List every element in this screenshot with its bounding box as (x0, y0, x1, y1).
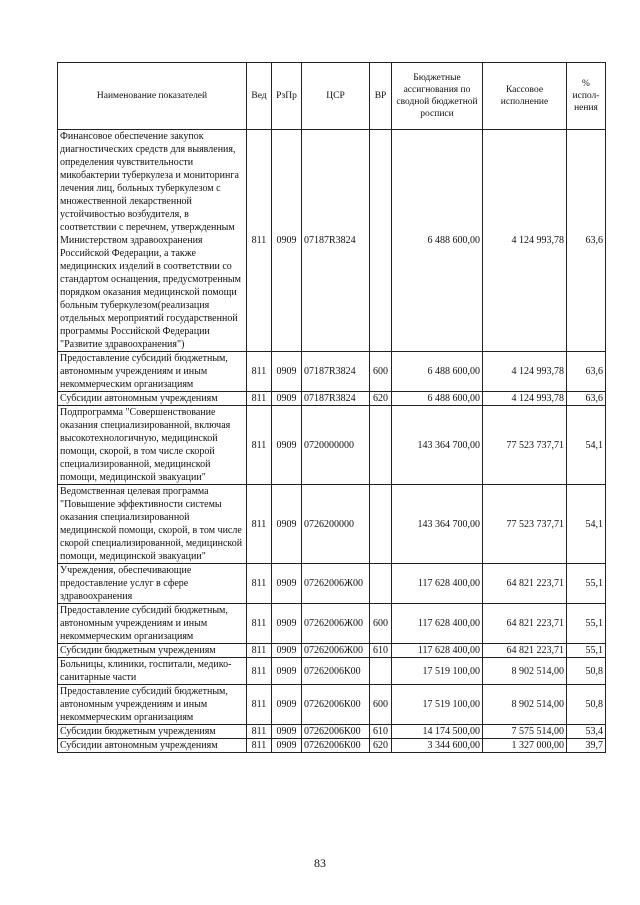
row-ved: 811 (247, 485, 272, 564)
budget-table (57, 62, 606, 753)
row-budget: 3 344 600,00 (392, 739, 483, 753)
header-csr: ЦСР (302, 63, 370, 130)
row-rzpr: 0909 (272, 685, 302, 725)
row-ved: 811 (247, 564, 272, 604)
table-row (58, 392, 606, 406)
row-ved: 811 (247, 658, 272, 685)
row-budget: 143 364 700,00 (392, 406, 483, 485)
row-rzpr: 0909 (272, 604, 302, 644)
row-csr: 07262006К00 (302, 658, 370, 685)
header-cash: Кассовое исполнение (483, 63, 567, 130)
row-csr: 07262006К00 (302, 725, 370, 739)
row-rzpr: 0909 (272, 725, 302, 739)
row-name: Больницы, клиники, госпитали, медико-санитарные части (58, 658, 247, 685)
row-budget: 6 488 600,00 (392, 392, 483, 406)
table-row (58, 658, 606, 685)
row-csr: 07262006Ж00 (302, 644, 370, 658)
row-csr: 07187R3824 (302, 130, 370, 352)
row-vr (370, 658, 392, 685)
table-header-row (58, 63, 606, 130)
row-rzpr: 0909 (272, 406, 302, 485)
row-cash: 7 575 514,00 (483, 725, 567, 739)
table-row (58, 685, 606, 725)
row-budget: 117 628 400,00 (392, 564, 483, 604)
row-vr (370, 485, 392, 564)
table-row (58, 406, 606, 485)
table-row (58, 352, 606, 392)
row-name: Субсидии бюджетным учреждениям (58, 644, 247, 658)
row-percent: 39,7 (567, 739, 606, 753)
row-budget: 117 628 400,00 (392, 644, 483, 658)
row-name: Субсидии бюджетным учреждениям (58, 725, 247, 739)
row-budget: 143 364 700,00 (392, 485, 483, 564)
row-percent: 50,8 (567, 685, 606, 725)
row-name: Предоставление субсидий бюджетным, автономным учреждениям и иным некоммерческим организациям (58, 604, 247, 644)
row-vr: 620 (370, 739, 392, 753)
row-name: Ведомственная целевая программа "Повышение эффективности системы оказания специализированной медицинской помощи, скорой, в том числе скорой специализированной, медицинской помощи, медицинской эвакуации" (58, 485, 247, 564)
row-name: Предоставление субсидий бюджетным, автономным учреждениям и иным некоммерческим организациям (58, 352, 247, 392)
row-percent: 54,1 (567, 485, 606, 564)
row-ved: 811 (247, 725, 272, 739)
row-vr: 620 (370, 392, 392, 406)
row-percent: 54,1 (567, 406, 606, 485)
row-budget: 17 519 100,00 (392, 658, 483, 685)
row-rzpr: 0909 (272, 392, 302, 406)
row-budget: 6 488 600,00 (392, 352, 483, 392)
row-ved: 811 (247, 685, 272, 725)
row-ved: 811 (247, 406, 272, 485)
row-cash: 64 821 223,71 (483, 564, 567, 604)
row-vr: 610 (370, 725, 392, 739)
row-vr: 610 (370, 644, 392, 658)
header-name: Наименование показателей (58, 63, 247, 130)
row-cash: 4 124 993,78 (483, 352, 567, 392)
row-percent: 63,6 (567, 352, 606, 392)
table-row (58, 604, 606, 644)
row-percent: 50,8 (567, 658, 606, 685)
row-rzpr: 0909 (272, 564, 302, 604)
row-csr: 07187R3824 (302, 352, 370, 392)
row-cash: 4 124 993,78 (483, 392, 567, 406)
row-budget: 14 174 500,00 (392, 725, 483, 739)
row-cash: 64 821 223,71 (483, 604, 567, 644)
table-row (58, 130, 606, 352)
row-vr: 600 (370, 604, 392, 644)
row-csr: 07187R3824 (302, 392, 370, 406)
row-ved: 811 (247, 644, 272, 658)
row-vr (370, 130, 392, 352)
row-ved: 811 (247, 392, 272, 406)
row-csr: 07262006Ж00 (302, 564, 370, 604)
row-percent: 55,1 (567, 564, 606, 604)
row-cash: 1 327 000,00 (483, 739, 567, 753)
row-rzpr: 0909 (272, 130, 302, 352)
row-name: Финансовое обеспечение закупок диагностических средств для выявления, определения чувствительности микобактерии туберкулеза и мониторинга лечения лиц, больных туберкулезом с множественной лекарственной устойчивостью возбудителя, в соответствии с перечнем, утвержденным Министерством здравоохранения Российской Федерации, а также медицинских изделий в соответствии со стандартом оснащения, предусмотренным порядком оказания медицинской помощи больным туберкулезом(реализация отдельных мероприятий государственной программы Российской Федерации "Развитие здравоохранения") (58, 130, 247, 352)
row-rzpr: 0909 (272, 644, 302, 658)
row-cash: 64 821 223,71 (483, 644, 567, 658)
row-cash: 8 902 514,00 (483, 658, 567, 685)
row-cash: 77 523 737,71 (483, 485, 567, 564)
budget-report-sheet (57, 62, 605, 753)
table-row (58, 725, 606, 739)
row-budget: 117 628 400,00 (392, 604, 483, 644)
table-row (58, 485, 606, 564)
row-budget: 6 488 600,00 (392, 130, 483, 352)
row-vr (370, 564, 392, 604)
row-percent: 53,4 (567, 725, 606, 739)
row-vr: 600 (370, 685, 392, 725)
row-name: Субсидии автономным учреждениям (58, 392, 247, 406)
row-name: Предоставление субсидий бюджетным, автономным учреждениям и иным некоммерческим организациям (58, 685, 247, 725)
row-csr: 0720000000 (302, 406, 370, 485)
row-name: Подпрограмма "Совершенствование оказания специализированной, включая высокотехнологичную, медицинской помощи, скорой, в том числе скорой специализированной, медицинской помощи, медицинской эвакуации" (58, 406, 247, 485)
header-ved: Вед (247, 63, 272, 130)
row-name: Субсидии автономным учреждениям (58, 739, 247, 753)
table-row (58, 739, 606, 753)
row-percent: 55,1 (567, 644, 606, 658)
header-rzpr: РзПр (272, 63, 302, 130)
page-number: 83 (314, 856, 326, 870)
row-ved: 811 (247, 739, 272, 753)
row-ved: 811 (247, 130, 272, 352)
row-vr (370, 406, 392, 485)
table-row (58, 644, 606, 658)
row-rzpr: 0909 (272, 739, 302, 753)
row-csr: 07262006Ж00 (302, 604, 370, 644)
header-percent: % испол-нения (567, 63, 606, 130)
row-csr: 07262006К00 (302, 685, 370, 725)
row-percent: 55,1 (567, 604, 606, 644)
row-rzpr: 0909 (272, 658, 302, 685)
row-rzpr: 0909 (272, 485, 302, 564)
row-csr: 07262006К00 (302, 739, 370, 753)
row-cash: 77 523 737,71 (483, 406, 567, 485)
header-vr: ВР (370, 63, 392, 130)
table-row (58, 564, 606, 604)
row-name: Учреждения, обеспечивающие предоставление услуг в сфере здравоохранения (58, 564, 247, 604)
row-csr: 0726200000 (302, 485, 370, 564)
row-cash: 8 902 514,00 (483, 685, 567, 725)
row-percent: 63,6 (567, 130, 606, 352)
row-cash: 4 124 993,78 (483, 130, 567, 352)
row-vr: 600 (370, 352, 392, 392)
header-budget: Бюджетные ассигнования по сводной бюджетной росписи (392, 63, 483, 130)
row-percent: 63,6 (567, 392, 606, 406)
row-budget: 17 519 100,00 (392, 685, 483, 725)
row-rzpr: 0909 (272, 352, 302, 392)
row-ved: 811 (247, 352, 272, 392)
row-ved: 811 (247, 604, 272, 644)
